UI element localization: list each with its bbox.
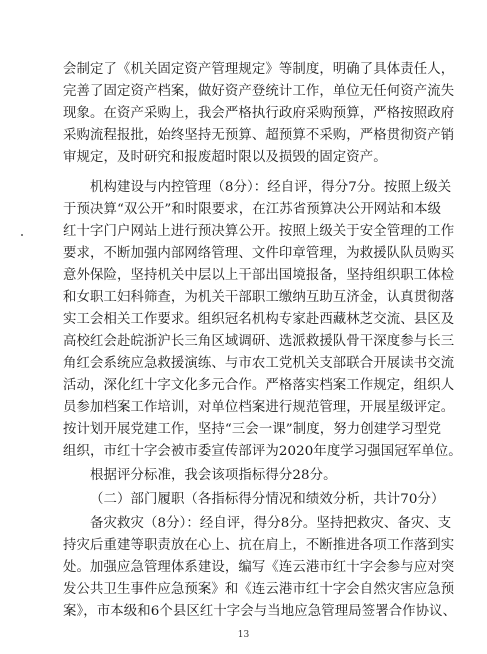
text-line: 审规定，及时研究和报废超时限以及损毁的固定资产。 [63,150,387,165]
text-line: 完善了固定资产档案，做好资产登统计工作，单位无任何资产流失 [63,84,455,99]
text-line: 按计划开展党建工作，坚持“三会一课”制度，努力创建学习型党 [63,422,442,437]
margin-mark [21,234,23,236]
text-line: 意外保险，坚持机关中层以上干部出国境报备，坚持组织职工体检 [63,268,455,283]
text-line: 组织，市红十字会被市委宣传部评为2020年度学习强国冠军单位。 [63,444,462,459]
text-line: 根据评分标准，我会该项指标得分28分。 [90,468,337,483]
text-line: 发公共卫生事件应急预案》和《连云港市红十字会自然灾害应急预 [63,582,455,597]
text-line: 红十字门户网站上进行预决算公开。按照上级关于安全管理的工作 [63,224,455,239]
text-line: 于预决算“双公开”和时限要求，在江苏省预算决公开网站和本级 [63,202,442,217]
page-number: 13 [237,630,250,640]
text-line: 和女职工妇科筛查，为机关干部职工缴纳互助互济金，认真贯彻落 [63,290,455,305]
section-heading-line: 机构建设与内控管理（8分）：经自评，得分7分。按照上级关 [90,180,452,195]
section-heading-line: 备灾救灾（8分）：经自评，得分8分。坚持把救灾、备灾、支 [90,516,452,531]
text-line: 处。加强应急管理体系建设，编写《连云港市红十字会参与应对突 [63,560,455,575]
subsection-heading: （二）部门履职（各指标得分情况和绩效分析，共计70分） [90,492,445,507]
text-line: 采购流程报批，始终坚持无预算、超预算不采购，严格贯彻资产销 [63,128,455,143]
text-line: 活动，深化红十字文化多元合作。严格落实档案工作规定，组织人 [63,378,455,393]
text-line: 持灾后重建等职责放在心上、抗在肩上，不断推进各项工作落到实 [63,538,455,553]
text-line: 要求，不断加强内部网络管理、文件印章管理，为救援队队员购买 [63,246,455,261]
text-line: 案》，市本级和6个县区红十字会与当地应急管理局签署合作协议、 [63,604,457,619]
text-line: 实工会相关工作要求。组织冠名机构专家赴西藏林芝交流、县区及 [63,312,455,327]
text-line: 会制定了《机关固定资产管理规定》等制度，明确了具体责任人， [63,62,455,77]
text-line: 角红会系统应急救援演练、与市农工党机关支部联合开展读书交流 [63,356,455,371]
text-line: 现象。在资产采购上，我会严格执行政府采购预算，严格按照政府 [63,106,455,121]
text-line: 员参加档案工作培训，对单位档案进行规范管理，开展星级评定。 [63,400,455,415]
text-line: 高校红会赴皖浙沪长三角区域调研、选派救援队骨干深度参与长三 [63,334,455,349]
